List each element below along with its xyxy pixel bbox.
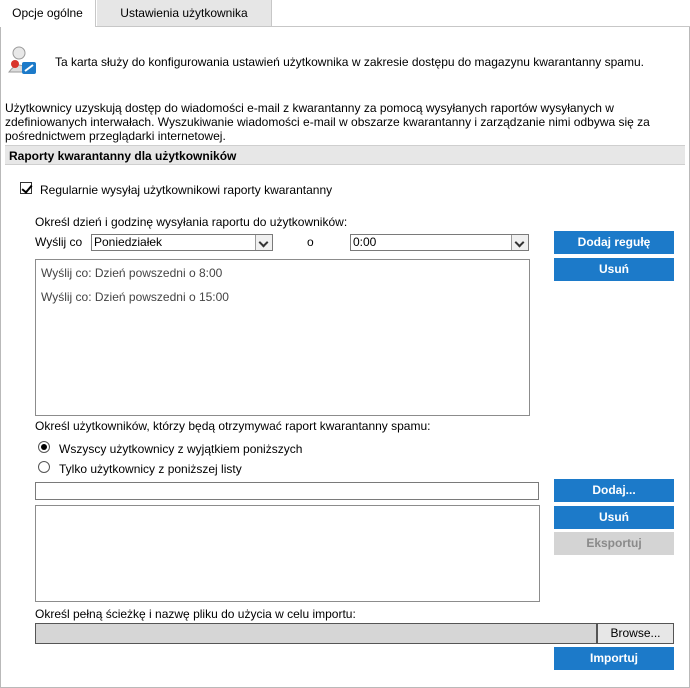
list-item[interactable]: Wyślij co: Dzień powszedni o 8:00 bbox=[41, 266, 223, 280]
section-header: Raporty kwarantanny dla użytkowników bbox=[5, 145, 685, 165]
user-settings-icon bbox=[6, 44, 40, 78]
add-user-button[interactable]: Dodaj... bbox=[554, 479, 674, 502]
users-list[interactable] bbox=[35, 505, 540, 602]
import-button[interactable]: Importuj bbox=[554, 647, 674, 670]
remove-rule-button[interactable]: Usuń bbox=[554, 258, 674, 281]
export-button[interactable]: Eksportuj bbox=[554, 532, 674, 555]
send-reports-checkbox[interactable] bbox=[20, 182, 32, 194]
import-path-input[interactable] bbox=[35, 623, 597, 644]
remove-user-button[interactable]: Usuń bbox=[554, 506, 674, 529]
time-select[interactable]: 0:00 bbox=[350, 234, 529, 251]
radio-all-except-label: Wszyscy użytkownicy z wyjątkiem poniższych bbox=[59, 442, 303, 456]
description-text: Użytkownicy uzyskują dostęp do wiadomości e-mail z kwarantanny za pomocą wysyłanych raportów wysyłanych w zdefiniowanych interwałach. Wyszukiwanie wiadomości e-mail w obszarze kwarantanny i zarządzanie nimi odbywa się za pośrednictwem przeglądarki internetowej. bbox=[5, 101, 650, 143]
browse-button[interactable]: Browse... bbox=[597, 623, 674, 644]
intro-text: Ta karta służy do konfigurowania ustawień użytkownika w zakresie dostępu do magazynu kwarantanny spamu. bbox=[55, 55, 644, 69]
radio-only-list[interactable] bbox=[38, 461, 50, 473]
tab-bar bbox=[0, 0, 690, 27]
tab-user-settings[interactable]: Ustawienia użytkownika bbox=[97, 0, 272, 26]
user-input[interactable] bbox=[35, 482, 539, 500]
radio-only-list-label: Tylko użytkownicy z poniższej listy bbox=[59, 462, 242, 476]
schedule-prompt: Określ dzień i godzinę wysyłania raportu do użytkowników: bbox=[35, 215, 348, 229]
users-prompt: Określ użytkowników, którzy będą otrzymywać raport kwarantanny spamu: bbox=[35, 419, 431, 433]
tab-general-options[interactable]: Opcje ogólne bbox=[0, 0, 96, 27]
schedule-list[interactable] bbox=[35, 259, 530, 416]
send-reports-label: Regularnie wysyłaj użytkownikowi raporty kwarantanny bbox=[40, 183, 333, 197]
chevron-down-icon bbox=[511, 235, 528, 250]
chevron-down-icon bbox=[255, 235, 272, 250]
list-item[interactable]: Wyślij co: Dzień powszedni o 15:00 bbox=[41, 290, 229, 304]
at-label: o bbox=[307, 235, 314, 249]
import-prompt: Określ pełną ścieżkę i nazwę pliku do użycia w celu importu: bbox=[35, 607, 356, 621]
add-rule-button[interactable]: Dodaj regułę bbox=[554, 231, 674, 254]
day-select[interactable]: Poniedziałek bbox=[91, 234, 273, 251]
radio-all-except[interactable] bbox=[38, 441, 50, 453]
send-every-label: Wyślij co bbox=[35, 235, 83, 249]
